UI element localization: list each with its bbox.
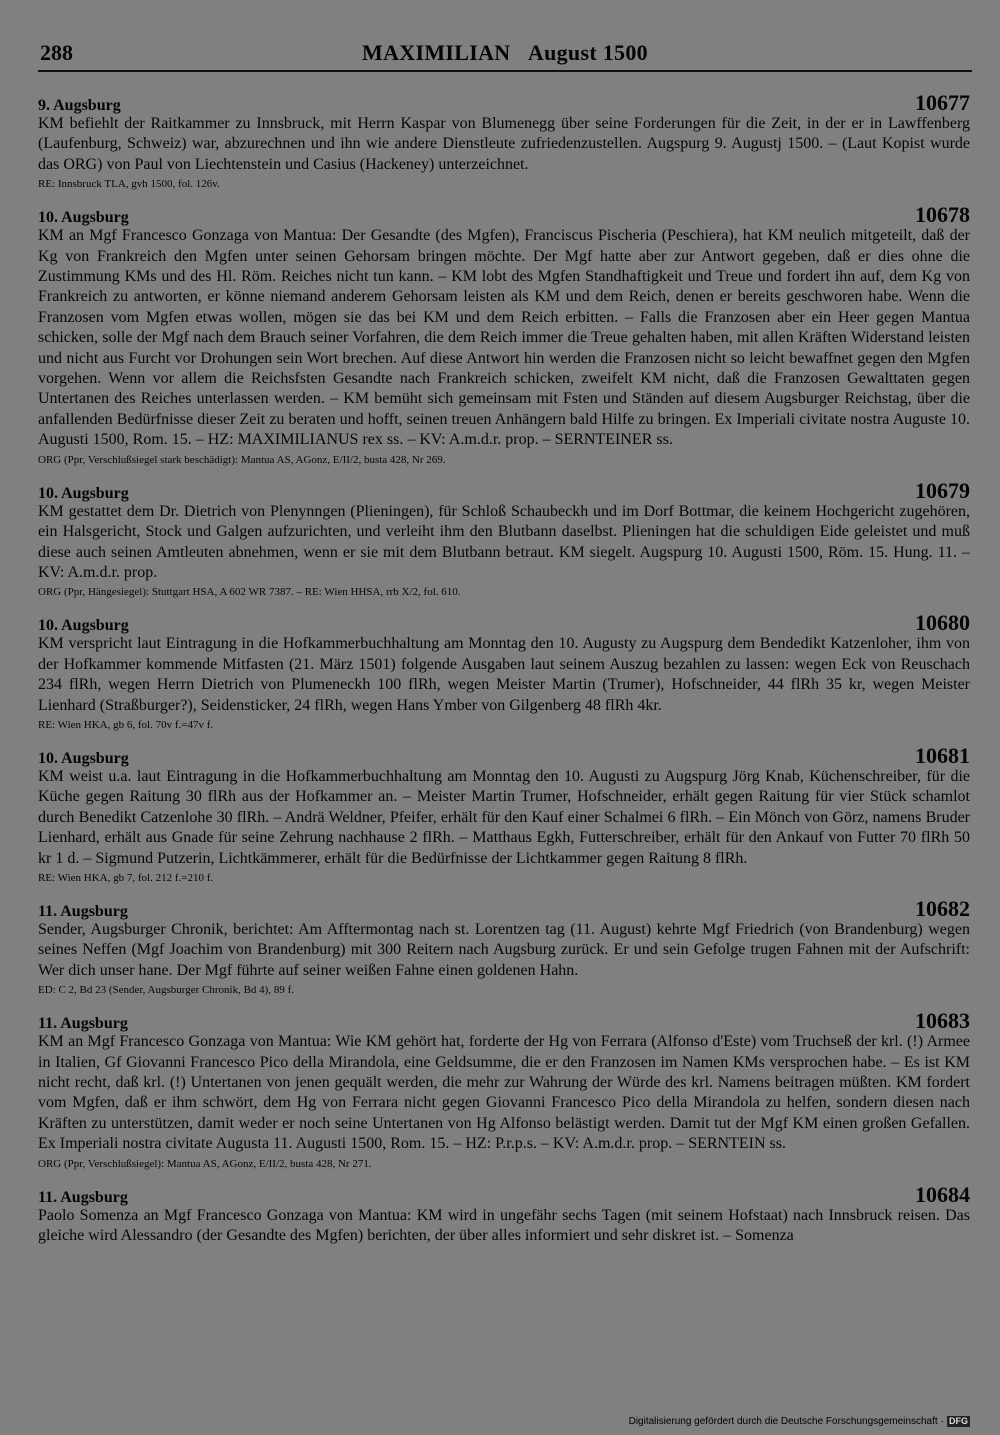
entry-10679: [38, 477, 970, 600]
footer-credit: Digitalisierung gefördert durch die Deutsche Forschungsgemeinschaft: [628, 1416, 938, 1427]
digitization-footer: Digitalisierung gefördert durch die Deutsche Forschungsgemeinschaft · DFG: [628, 1416, 968, 1427]
entry-place: 11. Augsburg: [38, 1015, 128, 1033]
entry-number: 10679: [915, 477, 970, 503]
entry-place: 10. Augsburg: [38, 617, 129, 635]
entry-source: ED: C 2, Bd 23 (Sender, Augsburger Chronik, Bd 4), 89 f.: [38, 984, 295, 997]
entry-body: KM verspricht laut Eintragung in die Hofkammerbuchhaltung am Monntag den 10. Augusty zu Augspurg dem Bendedikt Katzenloher, ihm von der Hofkammer kommende Mitfasten (21. März 1501) folgende Ausgaben laut seinem Auszug bezahlen zu lassen: wegen Eck von Reuschach 234 flRh, wegen Herrn Dietrich von Plumeneckh 100 flRh, wegen Meister Martin (Trumer), Hofschneider, 44 flRh 35 kr, wegen Meister Lienhard (Straßburger?), Seidensticker, 24 flRh, wegen Hans Ymber von Gilgenberg 48 flRh 4kr.: [38, 635, 970, 714]
entry-heading: [38, 92, 970, 114]
entry-heading: [38, 204, 970, 226]
entry-heading: [38, 742, 970, 768]
entry-10684: [38, 1181, 970, 1247]
entry-heading: [38, 1010, 970, 1032]
entry-number: 10677: [915, 90, 970, 115]
entry-source: ORG (Ppr, Verschlußsiegel stark beschädigt): Mantua AS, AGonz, E/II/2, busta 428, Nr 269.: [38, 453, 446, 466]
entry-body: KM gestattet dem Dr. Dietrich von Plenynngen (Plieningen), für Schloß Schaubeckh und im Dorf Bottmar, die keinem Hochgericht zugehören, ein Halsgericht, Stock und Galgen aufzurichten, und verleiht ihm den Blutbann daselbst. Plieningen hat die schuldigen Eide geleistet und muß diese auch seinen Amtleuten abnehmen, wenn er sie mit dem Blutbann betraut. KM siegelt. Augspurg 10. Augusti 1500, Röm. 15. Hung. 11. – KV: A.m.d.r. prop.: [38, 502, 970, 581]
entry-heading: [38, 477, 970, 503]
entry-place: 11. Augsburg: [38, 902, 128, 920]
entry-source: ORG (Ppr, Hängesiegel): Stuttgart HSA, A 602 WR 7387. – RE: Wien HHSA, rrb X/2, fol. 610.: [38, 586, 461, 599]
entry-10683: [38, 1010, 970, 1170]
entry-number: 10684: [915, 1181, 970, 1207]
entry-place: 9. Augsburg: [38, 97, 121, 114]
entry-source: RE: Wien HKA, gb 6, fol. 70v f.=47v f.: [38, 718, 214, 731]
entry-source: ORG (Ppr, Verschlußsiegel): Mantua AS, AGonz, E/II/2, busta 428, Nr 271.: [38, 1157, 372, 1170]
entry-body: KM befiehlt der Raitkammer zu Innsbruck, mit Herrn Kaspar von Blumenegg über seine Forderungen für die Zeit, in der er in Lawffenberg (Laufenburg, Schweiz) war, abzurechnen und ihn wie andere Dienstleute zufriedenzustellen. Augspurg 9. Augustj 1500. – (Laut Kopist wurde das ORG) von Paul von Liechtenstein und Casius (Hackeney) unterzeichnet.: [38, 115, 970, 173]
entry-10681: [38, 742, 970, 885]
entry-10677: [38, 92, 970, 191]
entry-number: 10681: [915, 742, 970, 768]
entry-heading: [38, 895, 970, 921]
entry-source: RE: Innsbruck TLA, gvh 1500, fol. 126v.: [38, 178, 220, 191]
running-title-date: August 1500: [527, 40, 648, 65]
entry-heading: [38, 1181, 970, 1207]
entry-10680: [38, 612, 970, 732]
entry-10678: [38, 204, 970, 466]
entry-place: 11. Augsburg: [38, 1188, 128, 1206]
page-number: 288: [40, 40, 73, 65]
entry-place: 10. Augsburg: [38, 484, 129, 502]
entry-number: 10682: [915, 895, 970, 921]
running-title: [38, 40, 972, 66]
entry-place: 10. Augsburg: [38, 209, 129, 227]
entry-number: 10683: [915, 1008, 970, 1034]
entry-body: KM weist u.a. laut Eintragung in die Hofkammerbuchhaltung am Monntag den 10. Augusti zu Augspurg Jörg Knab, Küchenschreiber, für die Küche gegen Raitung 30 flRh aus der Hofkammer an. – Meister Martin Trumer, Hofschneider, erhält gegen Raitung für vier Stück schamlot durch Benedikt Catzenlohe 30 flRh. – Andrä Weldner, Pfeifer, erhält für den Kauf einer Schalmei 6 flRh. – Ein Mönch von Görz, namens Bruder Lienhard, erhält aus Gnade für seine Zehrung nachhause 2 flRh. – Matthaus Egkh, Futterschreiber, erhält für den Ankauf von Futter 70 flRh 50 kr 1 d. – Sigmund Putzerin, Lichtkämmerer, erhält für die Bedürfnisse der Lichtkammer gegen Raitung 8 flRh.: [38, 767, 970, 867]
entry-heading: [38, 612, 970, 634]
page-header: [38, 40, 972, 70]
entry-number: 10680: [915, 610, 970, 636]
entry-body: KM an Mgf Francesco Gonzaga von Mantua: Wie KM gehört hat, forderte der Hg von Ferrara (Alfonso d'Este) vom Truchseß der krl. (!) Armee in Italien, Gf Giovanni Francesco Pico della Mirandola, eine Geldsumme, die er den Franzosen im Namen KMs versprochen habe. – Es ist KM nicht recht, daß krl. (!) Untertanen von jenen gequält werden, die mehr zur Wahrung der Würde des krl. Namens beitragen müßten. KM fordert vom Mgfen, daß er ihm schwört, dem Hg von Ferrara nicht gegen Giovanni Francesco Pico della Mirandola zu helfen, sondern diesen nach Kräften zu unterstützen, damit weder er noch seine Untertanen von Hg Alfonso belästigt werden. Damit tut der Mgf KM einen großen Gefallen. Ex Imperiali nostra civitate Augusta 11. Augusti 1500, Rom. 15. – HZ: P.r.p.s. – KV: A.m.d.r. prop. – SERNTEIN ss.: [38, 1033, 970, 1153]
entry-body: KM an Mgf Francesco Gonzaga von Mantua: Der Gesandte (des Mgfen), Franciscus Pischeria (Peschiera), hat KM neulich mitgeteilt, daß der Kg von Frankreich den Mgfen unter seinen Gehorsam bringen möchte. Der Mgf hatte aber zur Antwort gegeben, daß er dies ohne die Zustimmung KMs und des Hl. Röm. Reiches nicht tun kann. – KM lobt des Mgfen Standhaftigkeit und Treue und fordert ihn auf, dem Kg von Frankreich zu antworten, er könne niemand anderem Gehorsam leisten als KM und dem Reich, denen er bereits geschworen habe. Wenn die Franzosen vom Mgfen etwas wollen, mögen sie das bei KM und dem Reich erbitten. – Falls die Franzosen aber ein Heer gegen Mantua schicken, solle der Mgf nach dem Brauch seiner Vorfahren, die dem Reich immer die Treue gehalten haben, mit allen Kräften Widerstand leisten und nicht aus Furcht vor Drohungen sein Wort brechen. Auf diese Antwort hin werden die Franzosen nicht so leicht bewaffnet gegen den Mgfen vorgehen. Wenn vor allem die Reichsfsten Gesandte nach Frankreich schicken, zweifelt KM nicht, daß die Franzosen Gewalttaten gegen Untertanen des Reiches unterlassen werden. – KM bemüht sich gemeinsam mit Fsten und Ständen auf diesem Augsburger Reichstag, über die anfallenden Bedürfnisse dieser Zeit zu beraten und hofft, seinen treuen Anhängern bald Hilfe zu bringen. Ex Imperiali civitate nostra Auguste 10. Augusti 1500, Rom. 15. – HZ: MAXIMILIANUS rex ss. – KV: A.m.d.r. prop. – SERNTEINER ss.: [38, 227, 970, 449]
entry-body: Sender, Augsburger Chronik, berichtet: Am Afftermontag nach st. Lorentzen tag (11. August) kehrte Mgf Friedrich (von Brandenburg) wegen seines Neffen (Mgf Joachim von Brandenburg) mit 300 Reitern nach Augsburg zurück. Er und sein Gefolge trugen Fahnen mit der Aufschrift: Wer dich unser hane. Der Mgf führte auf seiner weißen Fahne einen goldenen Hahn.: [38, 920, 970, 979]
entry-place: 10. Augsburg: [38, 749, 129, 767]
running-title-name: MAXIMILIAN: [362, 40, 511, 65]
entry-number: 10678: [915, 202, 970, 228]
entry-body: Paolo Somenza an Mgf Francesco Gonzaga von Mantua: KM wird in ungefähr sechs Tagen (mit seinem Hofstaat) nach Innsbruck reisen. Das gleiche wird Alessandro (der Gesandte des Mgfen) berichten, der über alles informiert und sehr diskret ist. – Somenza: [38, 1206, 970, 1245]
dfg-logo-icon: DFG: [949, 1416, 968, 1426]
entry-10682: [38, 895, 970, 997]
regesta-entries: [38, 92, 970, 1259]
header-rule: [38, 70, 972, 72]
entry-source: RE: Wien HKA, gb 7, fol. 212 f.=210 f.: [38, 871, 214, 884]
